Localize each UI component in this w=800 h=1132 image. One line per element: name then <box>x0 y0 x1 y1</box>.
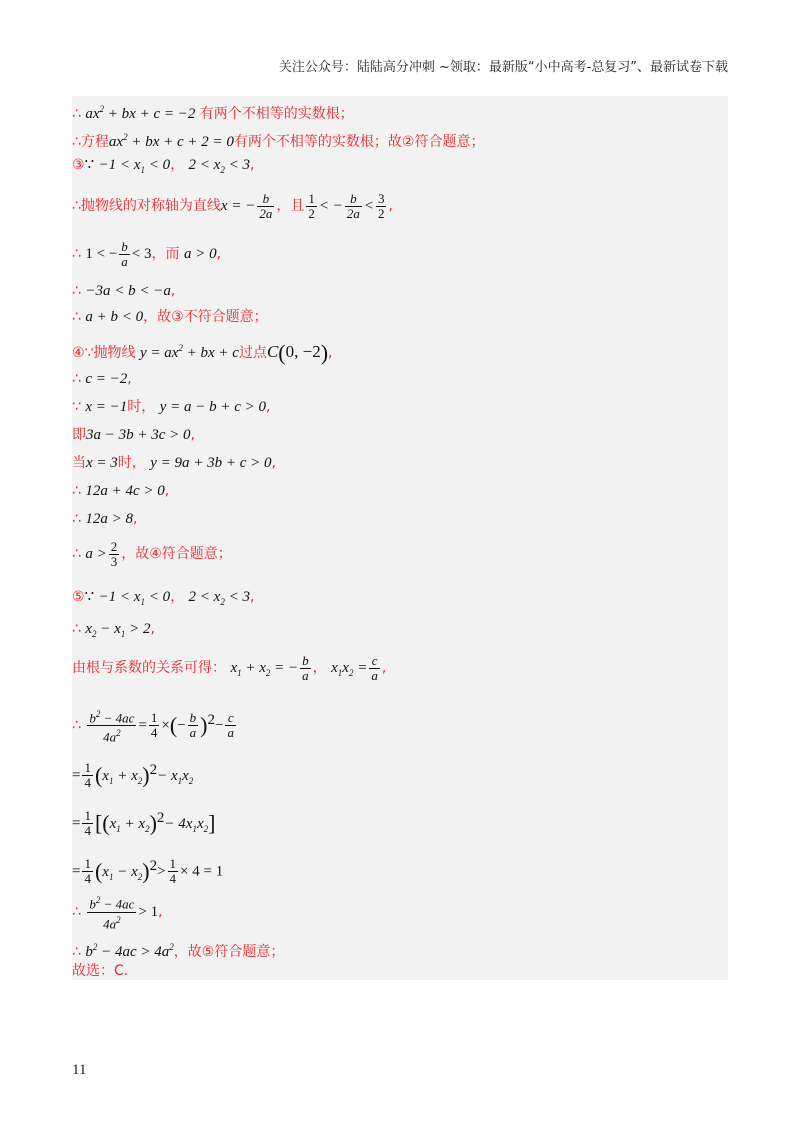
fraction: $\frac{b^2 - 4ac}{4a^2}$ <box>89 708 135 745</box>
bracket: ] <box>208 810 216 836</box>
statement-text: ，故⑤符合题意； <box>173 944 285 960</box>
fraction: $\frac{1}{4}$ <box>84 856 91 887</box>
therefore-symbol: ∴ <box>72 246 81 262</box>
solution-line-9 <box>72 370 132 388</box>
comma: ， <box>170 589 185 605</box>
times: × <box>161 717 170 734</box>
therefore-symbol: ∴ <box>72 904 81 920</box>
solution-line-11 <box>72 426 195 444</box>
solution-line-25 <box>72 962 138 980</box>
fraction: $\frac{1}{4}$ <box>169 856 177 887</box>
inequality: < − <box>318 198 343 214</box>
solution-line-17 <box>72 620 155 643</box>
equation: x = 3 <box>86 455 118 471</box>
comma: , <box>328 345 333 361</box>
solution-line-21 <box>72 800 216 839</box>
comma: , <box>133 511 138 527</box>
expression: × 4 = 1 <box>180 863 224 880</box>
expression: $x_1 + x_2$ <box>102 767 143 786</box>
comma: , <box>249 157 255 173</box>
statement-text: 由根与系数的关系可得： <box>72 660 226 676</box>
paren: ( <box>94 762 103 788</box>
bracket: [ <box>94 810 103 836</box>
exponent: 2 <box>149 858 158 874</box>
therefore-symbol: ∴ <box>72 546 81 562</box>
inequality: $-1 < x_1 < 0$ <box>98 157 171 175</box>
comma: , <box>164 483 170 499</box>
inequality: < <box>363 198 374 214</box>
fraction: $\frac{c}{a}$ <box>227 710 234 741</box>
paren: ) <box>200 712 208 738</box>
item-marker: ④ <box>72 345 85 361</box>
comma: ， <box>170 157 185 173</box>
statement-text: 当 <box>72 455 86 471</box>
therefore-symbol: ∴ <box>72 944 81 960</box>
comma: , <box>127 371 132 387</box>
fraction: $\frac{1}{2}$ <box>308 190 315 221</box>
equation: $y = ax^2$ + bx + c <box>139 343 239 361</box>
statement-text: 有两个不相等的实数根；故②符合题意； <box>233 134 485 150</box>
because-symbol: ∵ <box>72 399 81 415</box>
equals: = <box>138 717 147 734</box>
comma: , <box>150 621 155 637</box>
therefore-symbol: ∴ <box>72 134 81 150</box>
therefore-symbol: ∴ <box>72 309 81 325</box>
inequality: y = a − b + c > 0 <box>159 399 267 415</box>
statement-text: 即 <box>72 427 86 443</box>
equation: c = −2 <box>85 371 128 387</box>
therefore-symbol: ∴ <box>72 371 81 387</box>
fraction: $\frac{1}{4}$ <box>150 710 158 741</box>
statement-text: ，且 <box>276 198 305 214</box>
minus: − <box>214 717 224 734</box>
solution-line-1 <box>72 100 354 123</box>
solution-line-3 <box>72 156 254 179</box>
inequality: > 1 <box>138 904 159 920</box>
equation: x = −1 <box>85 399 128 415</box>
solution-line-8 <box>72 336 333 366</box>
expression: $x_1 - x_2$ <box>102 863 143 882</box>
inequality: $x_2 - x_1 > 2$ <box>85 621 151 639</box>
inequality: a + b < 0 <box>85 309 144 325</box>
comma: , <box>381 660 387 676</box>
minus: − <box>177 717 186 734</box>
equals: = <box>72 863 81 880</box>
paren: ) <box>142 762 150 788</box>
inequality: 3a − 3b + 3c > 0 <box>86 427 191 443</box>
solution-line-16 <box>72 588 254 611</box>
paren: ( <box>102 810 110 836</box>
equation: $x_1 + x_2$ = − <box>230 660 299 678</box>
fraction: $\frac{1}{4}$ <box>84 760 91 791</box>
inequality: a > <box>85 546 107 562</box>
solution-line-19 <box>72 700 238 745</box>
solution-line-14 <box>72 510 137 528</box>
comma: , <box>170 283 176 299</box>
equation: $ax^2$ + bx + c = −2 <box>85 104 196 122</box>
statement-text: 过点 <box>238 345 267 361</box>
solution-line-20 <box>72 752 194 791</box>
solution-line-24 <box>72 938 284 961</box>
comma: , <box>216 246 222 262</box>
comma: , <box>388 198 393 214</box>
therefore-symbol: ∴ <box>72 511 81 527</box>
solution-line-10 <box>72 398 271 416</box>
exponent: 2 <box>156 810 165 826</box>
comma: , <box>266 399 271 415</box>
inequality: $2 < x_2 < 3$ <box>188 589 250 607</box>
statement-text: 时， <box>127 399 156 415</box>
solution-line-5 <box>72 236 221 272</box>
therefore-symbol: ∴ <box>72 198 81 214</box>
fraction: $\frac{2}{3}$ <box>110 538 118 569</box>
therefore-symbol: ∴ <box>72 106 81 122</box>
exponent: 2 <box>207 712 215 728</box>
comma: , <box>249 589 255 605</box>
point: C(0, −2) <box>266 340 329 366</box>
solution-line-18 <box>72 650 386 686</box>
inequality: $2 < x_2 < 3$ <box>188 157 250 175</box>
statement-text: 抛物线 <box>93 345 136 361</box>
therefore-symbol: ∴ <box>72 483 81 499</box>
statement-text: ，故③不符合题意； <box>143 309 268 325</box>
statement-text: 有两个不相等的实数根； <box>199 106 354 122</box>
exponent: 2 <box>149 762 158 778</box>
solution-line-2 <box>72 128 484 151</box>
fraction: $\frac{b}{2a}$ <box>346 190 360 221</box>
expression: − $4x_1x_2$ <box>164 815 209 834</box>
solution-line-23 <box>72 892 163 932</box>
therefore-symbol: ∴ <box>72 283 81 299</box>
greater-than: > <box>157 863 166 880</box>
fraction: $\frac{c}{a}$ <box>371 652 378 683</box>
statement-text: 抛物线的对称轴为直线 <box>80 198 221 214</box>
comma: , <box>158 904 163 920</box>
equation: x = − <box>220 198 256 214</box>
fraction: $\frac{3}{2}$ <box>377 190 385 221</box>
inequality: 12a > 8 <box>85 511 133 527</box>
paren: ( <box>94 858 103 884</box>
fraction: $\frac{b}{a}$ <box>189 710 197 741</box>
item-marker: ⑤ <box>72 589 85 605</box>
inequality: $b^2 - 4ac > 4a^2$ <box>85 942 174 960</box>
inequality: y = 9a + 3b + c > 0 <box>150 455 272 471</box>
item-marker: ③ <box>72 157 85 173</box>
paren: ( <box>169 712 178 738</box>
comma: , <box>271 455 276 471</box>
solution-line-22 <box>72 848 224 887</box>
solution-line-4 <box>72 188 393 224</box>
solution-line-6 <box>72 282 175 300</box>
paren: ) <box>149 810 157 836</box>
statement-text: 方程 <box>80 134 109 150</box>
solution-line-13 <box>72 482 169 500</box>
paren: ) <box>142 858 150 884</box>
solution-line-15 <box>72 536 232 572</box>
because-symbol: ∵ <box>84 345 94 361</box>
equation: $x_1x_2$ = <box>331 660 368 678</box>
solution-block <box>72 96 728 980</box>
page-number: 11 <box>72 1062 87 1078</box>
statement-text: ，而 <box>151 246 180 262</box>
inequality: 12a + 4c > 0 <box>85 483 165 499</box>
solution-line-12 <box>72 454 276 472</box>
inequality: −3a < b < −a <box>85 283 171 299</box>
because-symbol: ∵ <box>84 589 95 605</box>
fraction: $\frac{1}{4}$ <box>84 808 91 839</box>
statement-text: 时， <box>117 455 146 471</box>
page-header: 关注公众号：陆陆高分冲刺 ~领取：最新版“小中高考-总复习”、最新试卷下载 <box>278 60 728 75</box>
because-symbol: ∵ <box>84 157 95 173</box>
fraction: $\frac{b}{a}$ <box>302 652 309 683</box>
expression: $x_1 + x_2$ <box>109 815 150 834</box>
inequality: a > 0 <box>183 246 217 262</box>
comma: , <box>190 427 195 443</box>
fraction: $\frac{b}{a}$ <box>121 238 128 269</box>
statement-text: ，故④符合题意； <box>121 546 232 562</box>
equation: $ax^2$ + bx + c + 2 = 0 <box>108 132 234 150</box>
equals: = <box>72 815 81 832</box>
inequality: 1 < − <box>85 246 118 262</box>
fraction: $\frac{b}{2a}$ <box>259 190 273 221</box>
answer-text: 故选：C． <box>72 963 138 979</box>
therefore-symbol: ∴ <box>72 621 81 637</box>
inequality: < 3 <box>131 246 152 262</box>
comma: ， <box>312 660 327 676</box>
expression: − $x_1x_2$ <box>157 767 194 786</box>
equals: = <box>72 767 81 784</box>
therefore-symbol: ∴ <box>72 717 81 734</box>
fraction: $\frac{b^2 - 4ac}{4a^2}$ <box>89 895 135 931</box>
inequality: $-1 < x_1 < 0$ <box>98 589 171 607</box>
solution-line-7 <box>72 308 268 326</box>
